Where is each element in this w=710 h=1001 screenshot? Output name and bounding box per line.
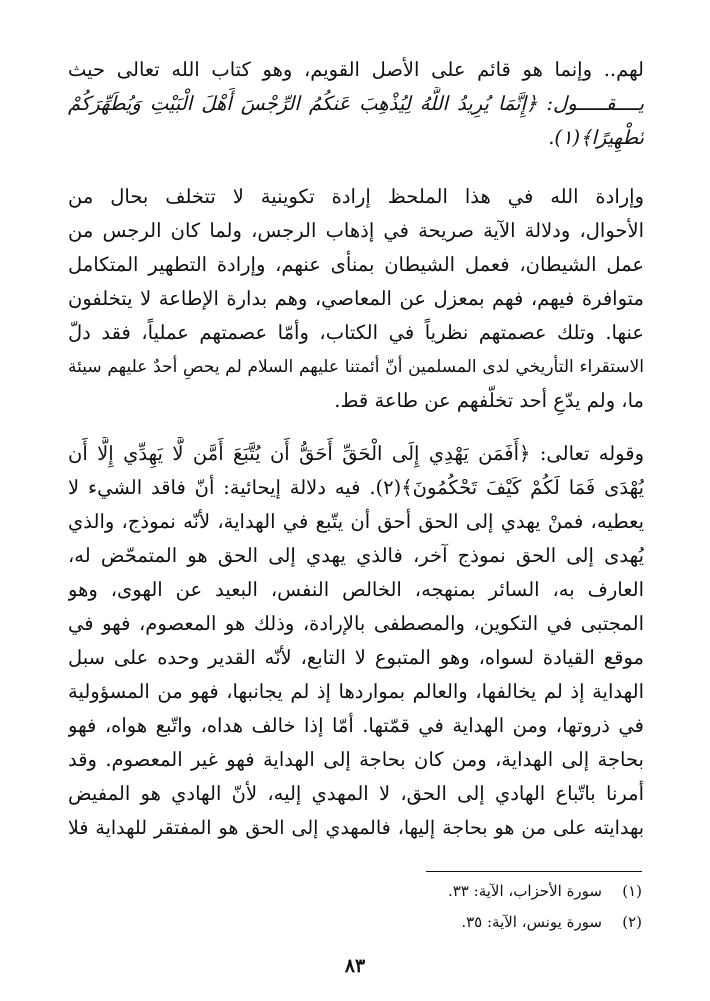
text-line: الاستقراء التأريخي لدى المسلمين أنّ أئمتنا عليهم السلام لم يحصِ أحدٌ عليهم سيئة bbox=[68, 357, 644, 377]
footnotes bbox=[66, 876, 642, 938]
text-line: بحاجة إلى الهداية، ومن كان بحاجة إلى الهداية فهو غير المعصوم. وقد bbox=[68, 748, 644, 771]
text-line: وقوله تعالى: ﴿أَفَمَن يَهْدِي إِلَى الْحَقِّ أَحَقُّ أَن يُتَّبَعَ أَمَّن لَّا يَهِدِّي إِلَّا أَن bbox=[68, 442, 644, 465]
footnote-number: (٢) bbox=[622, 913, 642, 931]
text-line: وإرادة الله في هذا الملحظ إرادة تكوينية لا تتخلف بحال من bbox=[68, 185, 644, 208]
footnote-item bbox=[66, 907, 642, 938]
footnote-divider bbox=[426, 871, 642, 872]
footnote-number: (١) bbox=[622, 882, 642, 900]
text-line: لهم.. وإنما هو قائم على الأصل القويم، وهو كتاب الله تعالى حيث bbox=[68, 58, 644, 81]
text-line: أمرنا باتّباع الهادي إلى الحق، لا المهدي إليه، لأنّ الهادي هو المفيض bbox=[68, 782, 644, 805]
text-line: تَطْهِيرًا﴾(١). bbox=[548, 126, 644, 149]
footnote-item bbox=[66, 876, 642, 907]
text-line: عنها. وتلك عصمتهم نظرياً في الكتاب، وأمّا عصمتهم عملياً، فقد دلّ bbox=[68, 321, 644, 344]
text-line: يــــقـــــول: ﴿إِنَّمَا يُرِيدُ اللَّهُ لِيُذْهِبَ عَنكُمُ الرِّجْسَ أَهْلَ الْبَيْتِ وَيُطَهِّرَكُمْ bbox=[68, 92, 644, 115]
text-line: موقع القيادة لسواه، وهو المتبوع لا التابع، لأنّه القدير وحده على سبل bbox=[68, 646, 644, 669]
text-line: يُهدى إلى الحق نموذج آخر، فالذي يهدي إلى الحق هو المتمحّض له، bbox=[68, 544, 644, 567]
text-line: في ذروتها، ومن الهداية في قمّتها. أمّا إذا خالف هداه، واتّبع هواه، فهو bbox=[68, 714, 644, 737]
footnote-text: سورة يونس، الآية: ٣٥. bbox=[461, 913, 602, 931]
paragraph-3 bbox=[68, 437, 644, 845]
text-line: العارف به، السائر بمنهجه، الخالص النفس، البعيد عن الهوى، وهو bbox=[68, 578, 644, 601]
text-line: يعطيه، فمنْ يهدي إلى الحق أحق أن يتّبع في الهداية، لأنّه نموذج، والذي bbox=[68, 510, 644, 533]
text-line: بهدايته على من هو بحاجة إليها، فالمهدي إلى الحق هو المفتقر للهداية فلا bbox=[68, 817, 644, 839]
text-line: متوافرة فيهم، فهم بمعزل عن المعاصي، وهم بدارة الإطاعة لا يتخلفون bbox=[68, 287, 644, 310]
text-line: عمل الشيطان، فعمل الشيطان بمنأى عنهم، وإرادة التطهير المتكامل bbox=[68, 253, 644, 276]
page-number: ٨٣ bbox=[344, 955, 366, 977]
text-line: الهداية إذ لم يخالفها، والعالم بمواردها إذ لم يجانبها، فهو من المسؤولية bbox=[68, 680, 644, 703]
paragraph-2 bbox=[68, 180, 644, 418]
paragraph-1 bbox=[68, 53, 644, 155]
text-line: ما، ولم يدّعِ أحد تخلّفهم عن طاعة قط. bbox=[334, 389, 644, 412]
footnote-text: سورة الأحزاب، الآية: ٣٣. bbox=[447, 882, 602, 900]
text-line: الأحوال، ودلالة الآية صريحة في إذهاب الرجس، ولما كان الرجس من bbox=[68, 219, 644, 242]
text-line: المجتبى في التكوين، والمصطفى بالإرادة، وذلك هو المعصوم، فهو في bbox=[68, 612, 644, 635]
text-line: يُهْدَى فَمَا لَكُمْ كَيْفَ تَحْكُمُونَ﴾(٢). فيه دلالة إيحائية: أنّ فاقد الشيء لا bbox=[68, 476, 644, 499]
